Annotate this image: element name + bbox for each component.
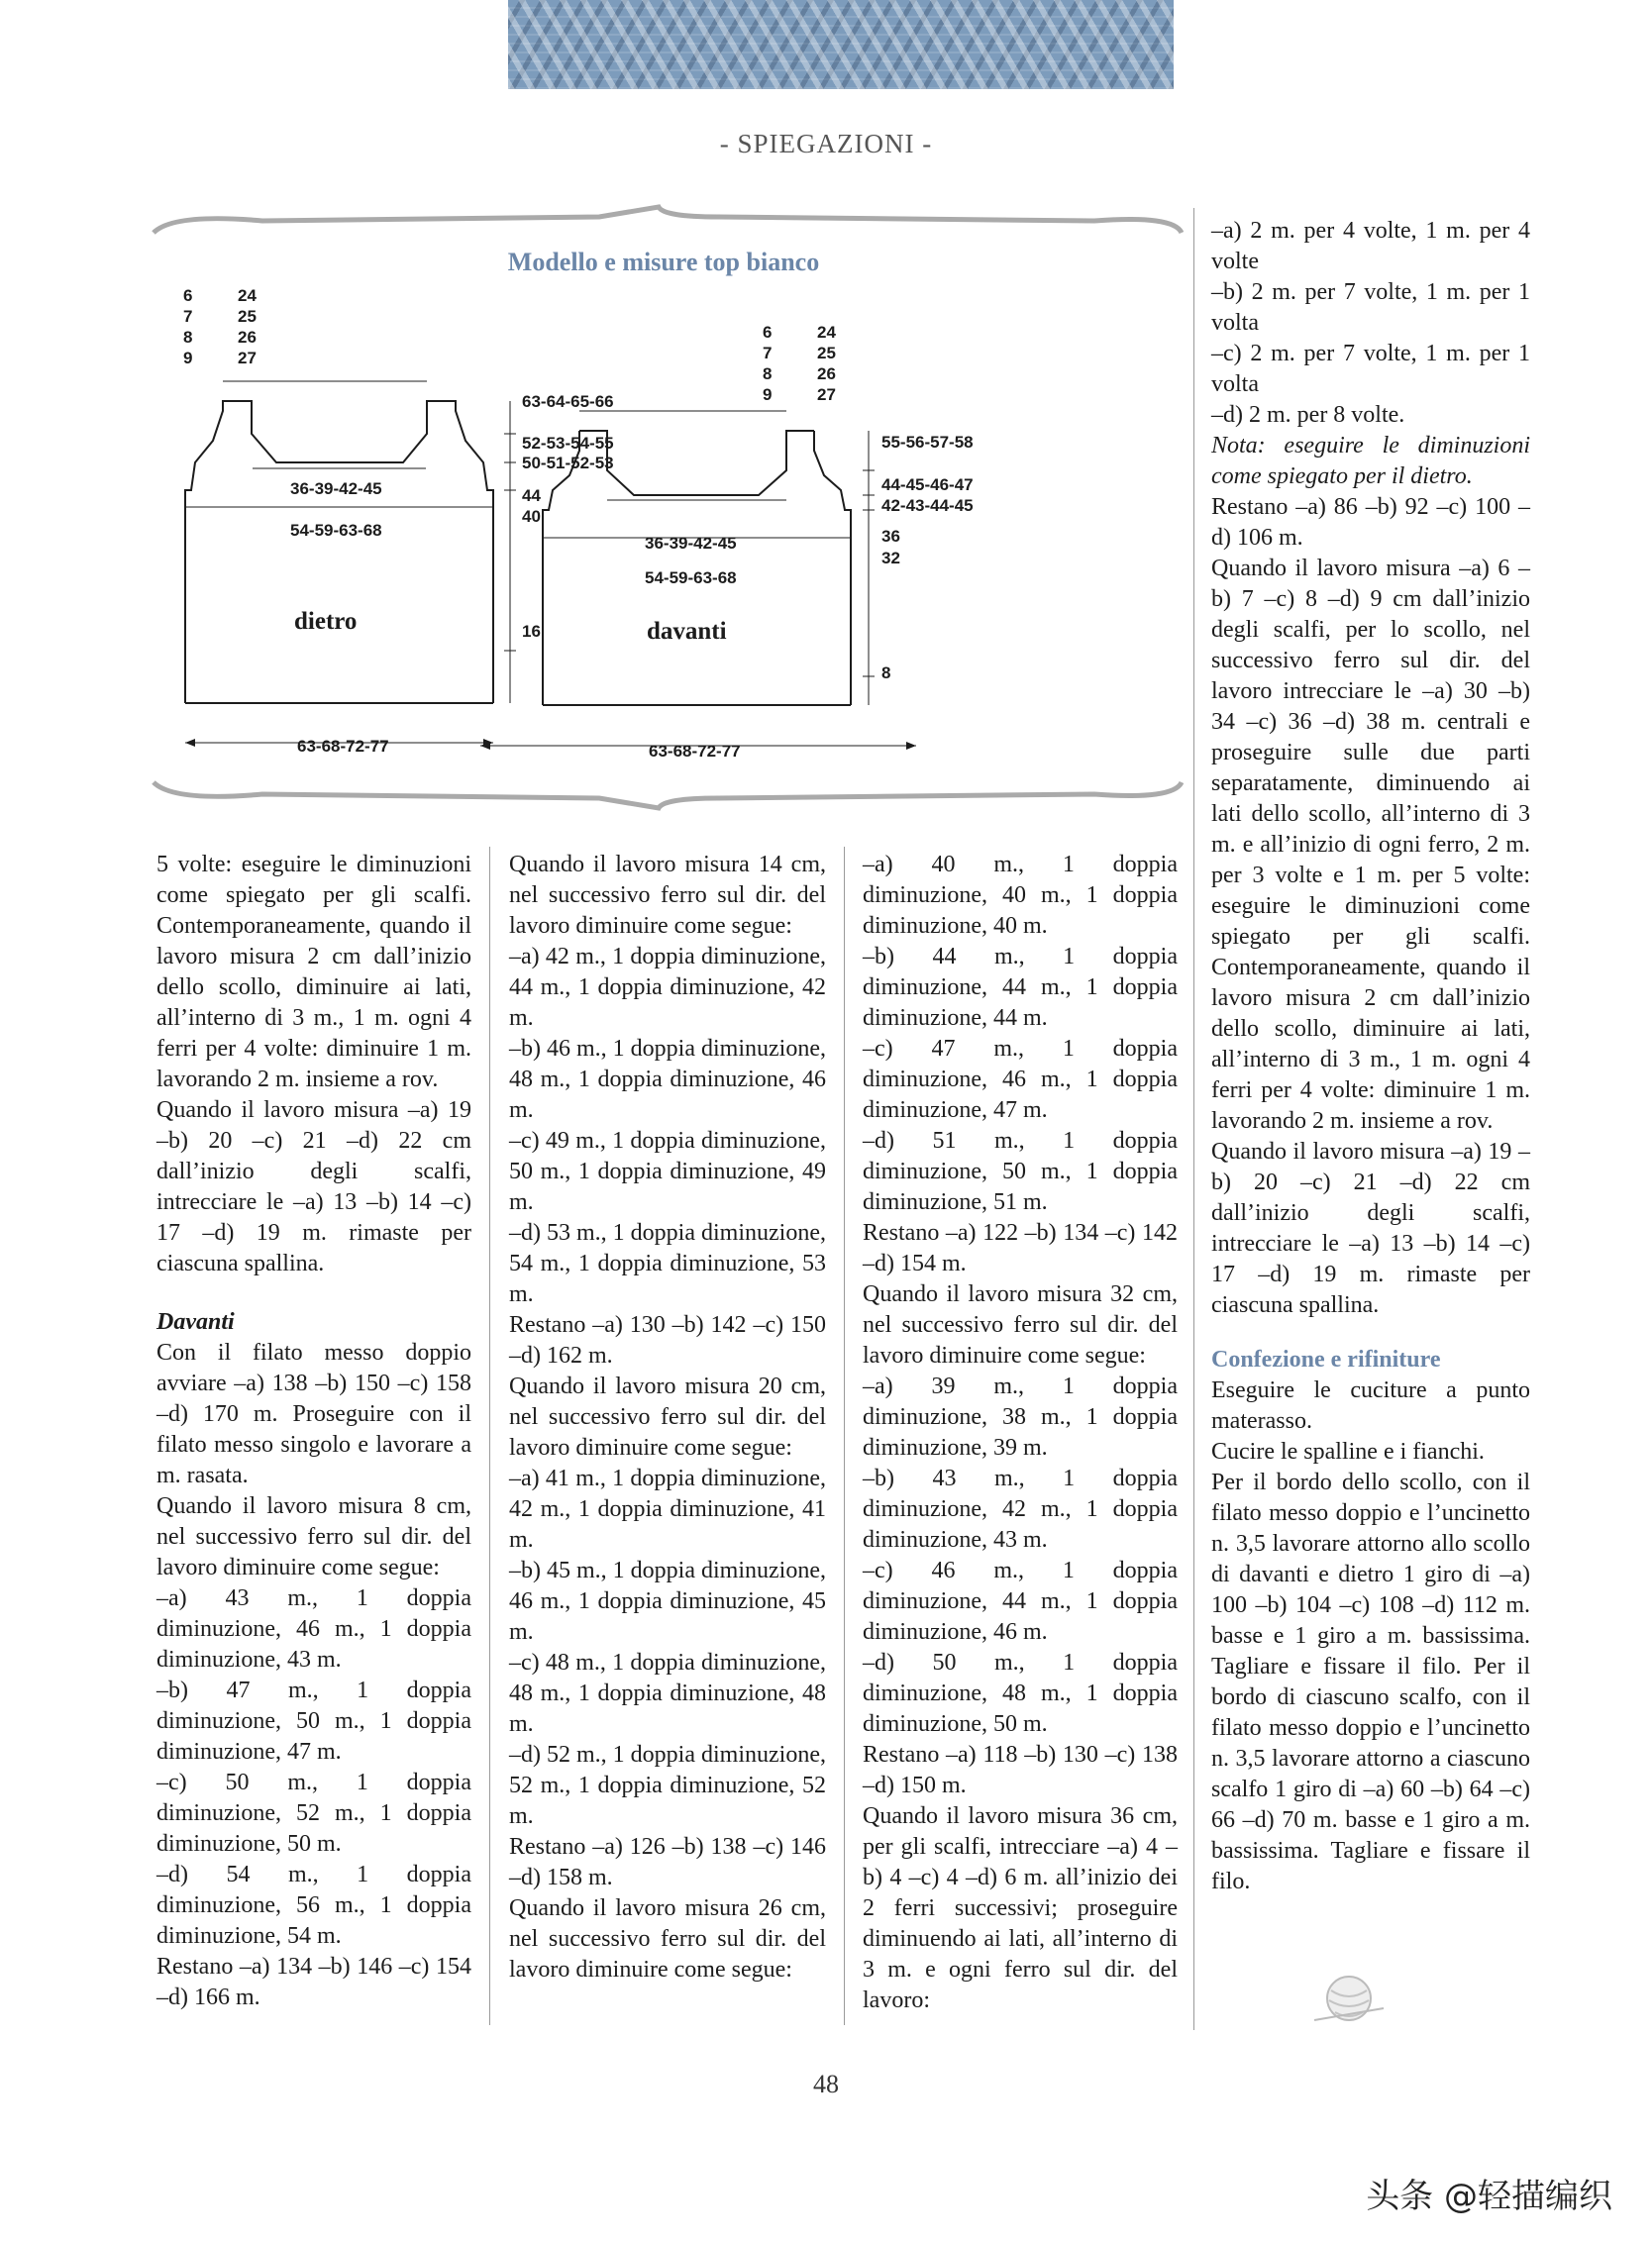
- paragraph: –a) 42 m., 1 doppia diminuzione, 44 m., 1 doppia diminuzione, 42 m.: [509, 944, 826, 1031]
- back-hem: 16: [522, 622, 541, 641]
- back-armhole-bottom: 40: [522, 507, 541, 526]
- paragraph: Quando il lavoro misura 20 cm, nel successivo ferro sul dir. del lavoro diminuire come segue:: [509, 1374, 826, 1461]
- back-piece-label: dietro: [294, 608, 358, 635]
- paragraph: Cucire le spalline e i fianchi.: [1211, 1439, 1485, 1465]
- column-divider: [489, 847, 490, 2025]
- paragraph: Per il bordo dello scollo, con il filato messo doppio e l’uncinetto n. 3,5 lavorare attorno allo scollo di davanti e dietro 1 giro di –a) 100 –b) 104 –c) 108 –d) 112 m. basse e 1 giro a m. bassissima. Tagliare e fissare il filo. Per il bordo di ciascuno scalfo, con il filato messo doppio e l’uncinetto n. 3,5 lavorare attorno a ciascuno scalfo 1 giro di –a) 60 –b) 64 –c) 66 –d) 70 m. basse e 1 giro a m. bassissima. Tagliare e fissare il filo.: [1211, 1470, 1530, 1894]
- back-strap-width-c: 8: [183, 328, 193, 347]
- knit-texture-banner: [508, 0, 1174, 89]
- paragraph: –b) 46 m., 1 doppia diminuzione, 48 m., 1 doppia diminuzione, 46 m.: [509, 1036, 826, 1123]
- paragraph: –c) 47 m., 1 doppia diminuzione, 46 m., 1 doppia diminuzione, 47 m.: [863, 1036, 1178, 1123]
- paragraph: Quando il lavoro misura –a) 19 –b) 20 –c) 21 –d) 22 cm dall’inizio degli scalfi, intrecciare le –a) 13 –b) 14 –c) 17 –d) 19 m. rimaste per ciascuna spallina.: [156, 1097, 471, 1276]
- back-neck-width-c: 26: [238, 328, 257, 347]
- paragraph: –d) 51 m., 1 doppia diminuzione, 50 m., 1 doppia diminuzione, 51 m.: [863, 1128, 1178, 1215]
- back-height-a: 52-53-54-55: [522, 434, 614, 453]
- paragraph: –d) 52 m., 1 doppia diminuzione, 52 m., 1 doppia diminuzione, 52 m.: [509, 1742, 826, 1829]
- back-height-b: 50-51-52-53: [522, 454, 614, 472]
- section-header: - SPIEGAZIONI -: [719, 129, 933, 158]
- paragraph: –c) 2 m. per 7 volte, 1 m. per 1 volta: [1211, 341, 1530, 397]
- front-width-top: 36-39-42-45: [645, 534, 737, 553]
- paragraph: Quando il lavoro misura 26 cm, nel successivo ferro sul dir. del lavoro diminuire come segue:: [509, 1895, 826, 1983]
- back-neck-width-b: 25: [238, 307, 257, 326]
- paragraph: –a) 2 m. per 4 volte, 1 m. per 4 volte: [1211, 218, 1530, 274]
- paragraph: Quando il lavoro misura 36 cm, per gli scalfi, intrecciare –a) 4 –b) 4 –c) 4 –d) 6 m. all’inizio dei 2 ferri successivi; proseguire diminuendo ai lati, all’interno di 3 m. e ogni ferro sul dir. del lavoro:: [863, 1803, 1178, 2013]
- column-divider: [844, 847, 845, 2025]
- page-number: 48: [813, 2070, 839, 2098]
- paragraph: Restano –a) 122 –b) 134 –c) 142 –d) 154 m.: [863, 1220, 1178, 1276]
- paragraph: –a) 43 m., 1 doppia diminuzione, 46 m., 1 doppia diminuzione, 43 m.: [156, 1585, 471, 1673]
- pattern-diagram: [144, 203, 1184, 817]
- front-armhole-top: 36: [881, 527, 900, 546]
- paragraph: Restano –a) 86 –b) 92 –c) 100 –d) 106 m.: [1211, 494, 1530, 551]
- paragraph: Quando il lavoro misura –a) 6 –b) 7 –c) 8 –d) 9 cm dall’inizio degli scalfi, per lo scollo, nel successivo ferro sul dir. del lavoro intrecciare le –a) 30 –b) 34 –c) 36 –d) 38 m. centrali e proseguire sulle due parti separatamente, diminuendo ai lati dello scollo, all’interno di 3 m. e all’inizio di ogni ferro, 2 m. per 3 volte e 1 m. per 5 volte: eseguire le diminuzioni come spiegato per gli scalfi. Contemporaneamente, quando il lavoro misura 2 cm dall’inizio dello scollo, diminuire ai lati, all’interno di 3 m., 1 m. ogni 4 ferri per 4 volte: diminuire 1 m. lavorando 2 m. insieme a rov.: [1211, 556, 1530, 1134]
- text-column-2: [509, 850, 826, 1986]
- front-strap-width-b: 7: [763, 344, 773, 362]
- yarn-ball-icon: [1309, 1969, 1389, 2033]
- front-strap-width-c: 8: [763, 364, 773, 383]
- paragraph: Quando il lavoro misura 8 cm, nel successivo ferro sul dir. del lavoro diminuire come segue:: [156, 1493, 471, 1580]
- paragraph: Restano –a) 126 –b) 138 –c) 146 –d) 158 m.: [509, 1834, 826, 1890]
- front-height-total: 55-56-57-58: [881, 433, 974, 452]
- paragraph: Quando il lavoro misura 14 cm, nel successivo ferro sul dir. del lavoro diminuire come segue:: [509, 852, 826, 939]
- back-height-total: 63-64-65-66: [522, 392, 614, 411]
- paragraph: Restano –a) 118 –b) 130 –c) 138 –d) 150 m.: [863, 1742, 1178, 1798]
- paragraph: Quando il lavoro misura 32 cm, nel successivo ferro sul dir. del lavoro diminuire come segue:: [863, 1281, 1178, 1369]
- section-heading-davanti: Davanti: [156, 1309, 235, 1335]
- paragraph: –c) 46 m., 1 doppia diminuzione, 44 m., 1 doppia diminuzione, 46 m.: [863, 1558, 1178, 1645]
- paragraph: Con il filato messo doppio avviare –a) 138 –b) 150 –c) 158 –d) 170 m. Proseguire con il filato messo singolo e lavorare a m. rasata.: [156, 1340, 471, 1488]
- back-width-mid: 54-59-63-68: [290, 521, 382, 540]
- diagram-frame: [144, 203, 1184, 817]
- paragraph: –b) 43 m., 1 doppia diminuzione, 42 m., 1 doppia diminuzione, 43 m.: [863, 1466, 1178, 1553]
- section-heading-confezione: Confezione e rifiniture: [1211, 1347, 1441, 1373]
- front-neck-width-c: 26: [817, 364, 836, 383]
- watermark: 头条 @轻描编织: [1366, 2177, 1612, 2216]
- paragraph: –d) 54 m., 1 doppia diminuzione, 56 m., 1 doppia diminuzione, 54 m.: [156, 1862, 471, 1949]
- front-height-a: 44-45-46-47: [881, 475, 974, 494]
- back-neck-width-d: 27: [238, 349, 257, 367]
- paragraph: –c) 48 m., 1 doppia diminuzione, 48 m., 1 doppia diminuzione, 48 m.: [509, 1650, 826, 1737]
- front-height-b: 42-43-44-45: [881, 496, 974, 515]
- paragraph: –d) 50 m., 1 doppia diminuzione, 48 m., 1 doppia diminuzione, 50 m.: [863, 1650, 1178, 1737]
- front-width-mid: 54-59-63-68: [645, 568, 737, 587]
- front-strap-width-d: 9: [763, 385, 773, 404]
- paragraph: Quando il lavoro misura –a) 19 –b) 20 –c) 21 –d) 22 cm dall’inizio degli scalfi, intrecciare le –a) 13 –b) 14 –c) 17 –d) 19 m. rimaste per ciascuna spallina.: [1211, 1139, 1530, 1318]
- back-strap-width-b: 7: [183, 307, 193, 326]
- paragraph: 5 volte: eseguire le diminuzioni come spiegato per gli scalfi. Contemporaneamente, quando il lavoro misura 2 cm dall’inizio dello scollo, diminuire ai lati, all’interno di 3 m., 1 m. ogni 4 ferri per 4 volte: diminuire 1 m. lavorando 2 m. insieme a rov.: [156, 852, 471, 1092]
- paragraph: –b) 47 m., 1 doppia diminuzione, 50 m., 1 doppia diminuzione, 47 m.: [156, 1678, 471, 1765]
- front-width-bottom: 63-68-72-77: [649, 742, 741, 761]
- paragraph: –c) 50 m., 1 doppia diminuzione, 52 m., 1 doppia diminuzione, 50 m.: [156, 1770, 471, 1857]
- paragraph: –b) 45 m., 1 doppia diminuzione, 46 m., 1 doppia diminuzione, 45 m.: [509, 1558, 826, 1645]
- back-width-bottom: 63-68-72-77: [297, 737, 389, 756]
- paragraph: –a) 40 m., 1 doppia diminuzione, 40 m., 1 doppia diminuzione, 40 m.: [863, 852, 1178, 939]
- back-neck-width-a: 24: [238, 286, 257, 305]
- text-column-1: [156, 850, 471, 2013]
- paragraph: –c) 49 m., 1 doppia diminuzione, 50 m., 1 doppia diminuzione, 49 m.: [509, 1128, 826, 1215]
- back-width-top: 36-39-42-45: [290, 479, 382, 498]
- back-strap-width-d: 9: [183, 349, 193, 367]
- paragraph: –b) 44 m., 1 doppia diminuzione, 44 m., 1 doppia diminuzione, 44 m.: [863, 944, 1178, 1031]
- front-strap-width-a: 6: [763, 323, 773, 342]
- paragraph: Eseguire le cuciture a punto materasso.: [1211, 1377, 1530, 1434]
- diagram-title: Modello e misure top bianco: [507, 248, 820, 276]
- note-paragraph: Nota: eseguire le diminuzioni come spiegato per il dietro.: [1211, 433, 1530, 489]
- paragraph: –a) 41 m., 1 doppia diminuzione, 42 m., 1 doppia diminuzione, 41 m.: [509, 1466, 826, 1553]
- back-strap-width-a: 6: [183, 286, 193, 305]
- paragraph: –b) 2 m. per 7 volte, 1 m. per 1 volta: [1211, 279, 1530, 336]
- front-neck-width-b: 25: [817, 344, 836, 362]
- text-column-3: [863, 850, 1178, 2016]
- front-neck-width-a: 24: [817, 323, 836, 342]
- paragraph: Restano –a) 130 –b) 142 –c) 150 –d) 162 m.: [509, 1312, 826, 1369]
- paragraph: Restano –a) 134 –b) 146 –c) 154 –d) 166 m.: [156, 1954, 471, 2010]
- front-piece-label: davanti: [647, 618, 727, 645]
- front-armhole-bottom: 32: [881, 549, 900, 567]
- paragraph: –d) 2 m. per 8 volte.: [1211, 402, 1405, 428]
- paragraph: –d) 53 m., 1 doppia diminuzione, 54 m., 1 doppia diminuzione, 53 m.: [509, 1220, 826, 1307]
- paragraph: –a) 39 m., 1 doppia diminuzione, 38 m., 1 doppia diminuzione, 39 m.: [863, 1374, 1178, 1461]
- column-divider: [1193, 208, 1194, 2030]
- front-hem: 8: [881, 663, 891, 682]
- text-column-4: [1211, 216, 1530, 1897]
- back-armhole-top: 44: [522, 486, 541, 505]
- front-neck-width-d: 27: [817, 385, 836, 404]
